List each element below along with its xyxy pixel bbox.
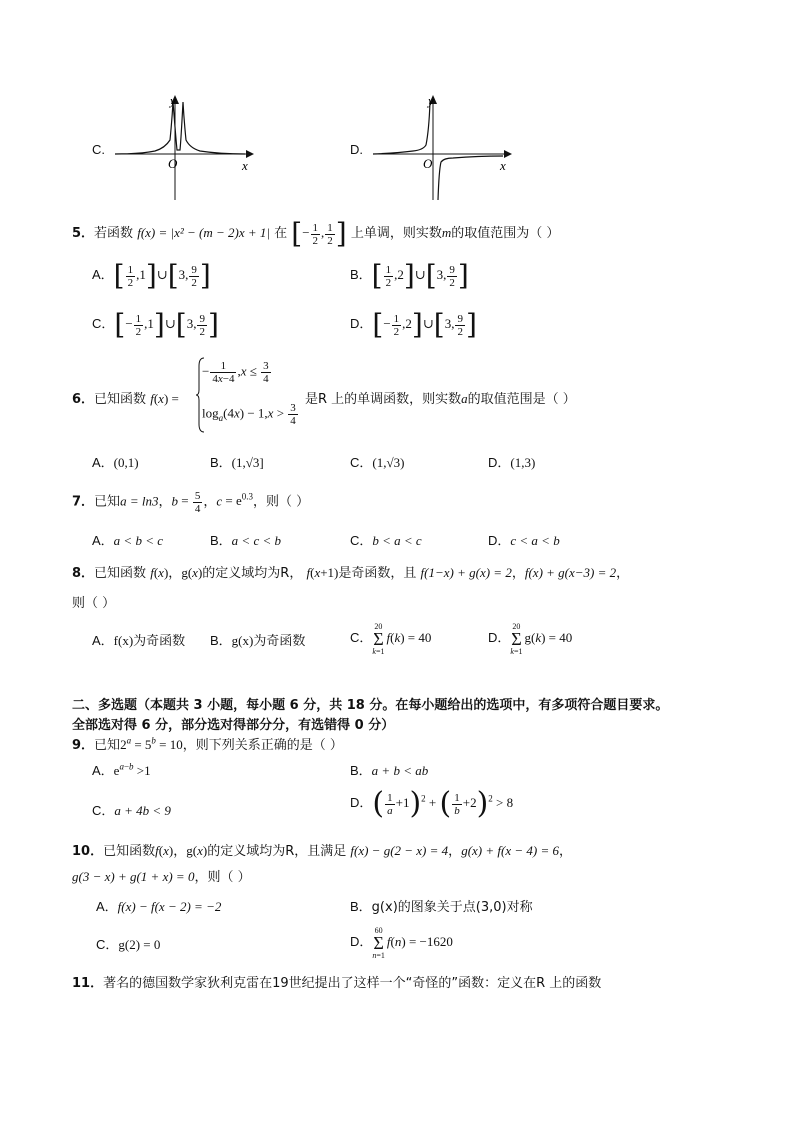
q7-option-a[interactable]: A．a < b < c (92, 533, 163, 548)
option-c-label: C. (92, 142, 105, 157)
q7-option-c[interactable]: C．b < a < c (350, 533, 422, 548)
origin-label: O (423, 156, 433, 171)
q6-num: 6．已知函数 f(x) = (72, 391, 179, 407)
x-axis-arrow (504, 150, 512, 158)
q6-option-d[interactable]: D．(1,3) (488, 455, 536, 470)
q5-option-b[interactable]: B．[ $\frac{1}{2}$ ,2]∪[3, $\frac{9}{2}$ ] (350, 259, 469, 292)
q5-stem: 5．若函数 f(x) = |x² − (m − 2)x + 1| 在 [− $\frac{1}{2}$ , $\frac{1}{2}$ ] 上单调，则实数m的取值范围为（ ） (72, 217, 560, 250)
q10-option-a[interactable]: A．f(x) − f(x − 2) = −2 (96, 899, 222, 914)
q10-option-b[interactable]: B．g(x)的图象关于点(3,0)对称 (350, 899, 533, 915)
q7-option-b[interactable]: B．a < c < b (210, 533, 281, 548)
y-label: y (170, 93, 176, 108)
q6-stem-rest: 是R 上的单调函数，则实数a的取值范围是（ ） (305, 391, 576, 407)
graph-d-left-curve (373, 102, 430, 154)
x-label: x (500, 158, 506, 173)
section2-line1: 二、多选题（本题共 3 小题，每小题 6 分，共 18 分。在每小题给出的选项中，有多项符合题目要求。 (72, 698, 669, 713)
q6-case1: − $\frac{1}{4x-4}$ ,x ≤ $\frac{3}{4}$ (202, 360, 269, 385)
x-axis-arrow (246, 150, 254, 158)
q11-stem: 11．著名的德国数学家狄利克雷在19世纪提出了这样一个“奇怪的”函数：定义在R 上的函数 (72, 976, 602, 991)
q7-stem: 7．已知a = ln3，b = $\frac{5}{4}$ ，$c = e^{0.3}$，则（ ） (72, 490, 310, 515)
q9-option-b[interactable]: B．a + b < ab (350, 763, 429, 778)
q5-option-c[interactable]: C．[− $\frac{1}{2}$ ,1]∪[3, $\frac{9}{2}$ ] (92, 308, 219, 341)
y-label: y (428, 93, 434, 108)
q9-stem: 9．已知$2^a = 5^b = 10$，则下列关系正确的是（ ） (72, 735, 343, 753)
q10-option-d[interactable]: D．60 Σ n=1f(n) = −1620 (350, 926, 453, 960)
q10-stem-line2: g(3 − x) + g(1 + x) = 0，则（ ） (72, 869, 251, 885)
origin-label: O (168, 156, 178, 171)
q8-option-c[interactable]: C．20 Σ k=1f(k) = 40 (350, 622, 432, 656)
graph-d (368, 90, 518, 202)
graph-d-right-curve (438, 156, 503, 200)
q9-option-c[interactable]: C．a + 4b < 9 (92, 803, 171, 818)
q8-stem-end: 则（ ） (72, 596, 116, 611)
option-d-label: D. (350, 142, 363, 157)
section2-line2: 全部选对得 6 分，部分选对得部分分，有选错得 0 分） (72, 718, 395, 733)
x-label: x (242, 158, 248, 173)
q5-option-d[interactable]: D．[− $\frac{1}{2}$ ,2]∪[3, $\frac{9}{2}$ ] (350, 308, 477, 341)
graph-c (110, 90, 260, 202)
q8-option-b[interactable]: B．g(x)为奇函数 (210, 633, 306, 648)
q8-option-d[interactable]: D．20 Σ k=1g(k) = 40 (488, 622, 573, 656)
q6-option-a[interactable]: A．(0,1) (92, 455, 139, 470)
q9-option-d[interactable]: D．( $\frac{1}{a}$ +1)$^2$ + ( $\frac{1}{b}$ +2)$^2$ > 8 (350, 786, 514, 821)
graph-c-curve (115, 102, 245, 154)
q8-option-a[interactable]: A．f(x)为奇函数 (92, 633, 186, 648)
q7-option-d[interactable]: D．c < a < b (488, 533, 560, 548)
q6-case2: $\log_a(4x) - 1,x$ > $\frac{3}{4}$ (202, 402, 296, 427)
q6-option-b[interactable]: B．(1,√3] (210, 455, 264, 470)
q8-stem: 8．已知函数 f(x)，g(x)的定义域均为R， f(x+1)是奇函数，且 f(1−x) + g(x) = 2，f(x) + g(x−3) = 2， (72, 565, 630, 581)
q5-option-a[interactable]: A．[ $\frac{1}{2}$ ,1]∪[3, $\frac{9}{2}$ ] (92, 259, 211, 292)
q10-stem: 10．已知函数f(x)，g(x)的定义域均为R，且满足 f(x) − g(2 − x) = 4，g(x) + f(x − 4) = 6， (72, 843, 572, 859)
q9-option-a[interactable]: A．$e^{a-b} >1$ (92, 761, 151, 778)
q10-option-c[interactable]: C．g(2) = 0 (96, 937, 161, 952)
q6-option-c[interactable]: C．(1,√3) (350, 455, 405, 470)
